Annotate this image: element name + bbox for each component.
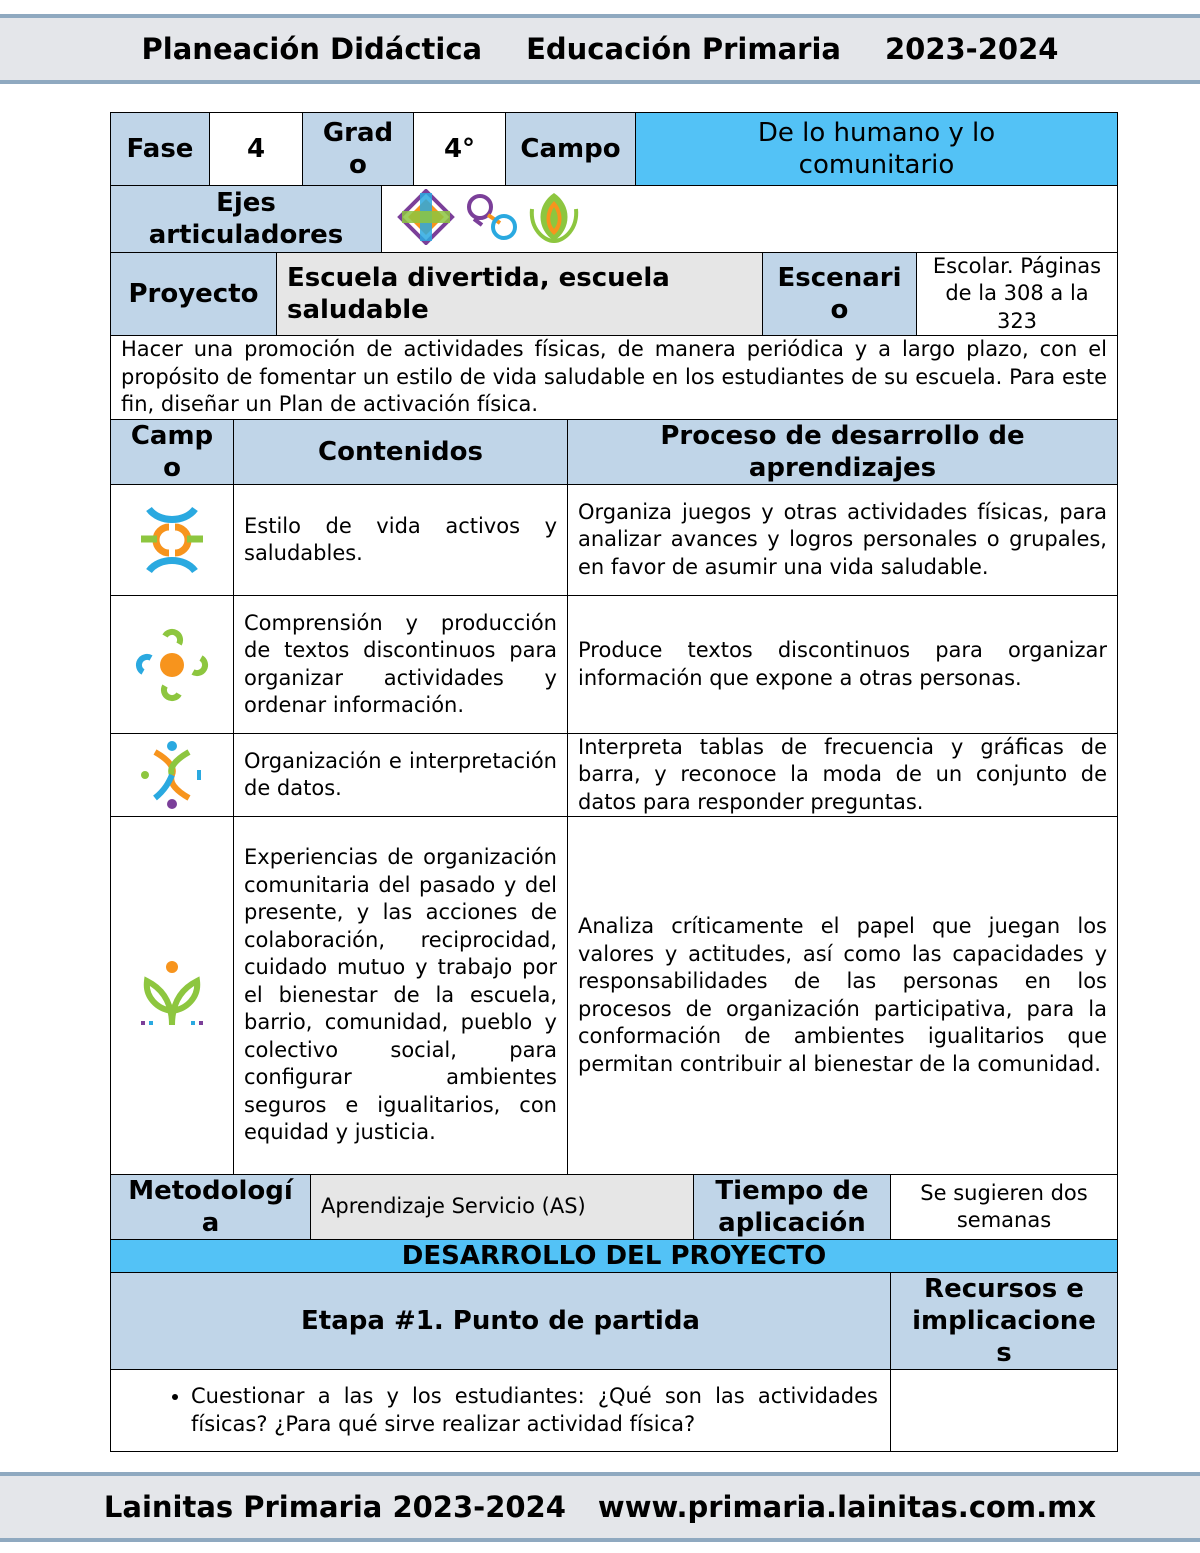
header-year: 2023-2024 [884, 32, 1059, 66]
contenido-text-3: Organización e interpretación de datos. [244, 748, 557, 800]
campo-cell-2 [110, 595, 234, 734]
ejes-label: Ejes articuladores [110, 185, 382, 253]
proceso-cell-1 [567, 484, 1118, 596]
humano-comunitario-icon [135, 959, 209, 1033]
contenido-cell-4 [233, 816, 568, 1175]
lenguajes-icon [135, 628, 209, 702]
tiempo-value: Se sugieren dos semanas [890, 1174, 1118, 1240]
campo-cell-1 [110, 484, 234, 596]
contenido-cell-1 [233, 484, 568, 596]
proyecto-value: Escuela divertida, escuela saludable [276, 252, 763, 336]
saberes-pensamiento-cientifico-icon [135, 503, 209, 577]
escenario-label: Escenari o [762, 252, 917, 336]
campo-label: Campo [505, 112, 636, 186]
desarrollo-title: DESARROLLO DEL PROYECTO [110, 1239, 1118, 1273]
proceso-text-3: Interpreta tablas de frecuencia y gráficas de barra, y reconoce la moda de un conjunto de datos para responder preguntas. [578, 734, 1107, 814]
campo-cell-4 [110, 816, 234, 1175]
campo-cell-3 [110, 733, 234, 817]
proceso-cell-3 [567, 733, 1118, 817]
recursos-cell [890, 1369, 1118, 1452]
project-description [110, 335, 1118, 420]
igualdad-genero-icon [462, 189, 522, 249]
contenido-text-2: Comprensión y producción de textos discontinuos para organizar actividades y ordenar información. [244, 610, 557, 717]
col-header-campo: Camp o [110, 419, 234, 485]
escenario-value: Escolar. Páginas de la 308 a la 323 [916, 252, 1118, 336]
campo-value: De lo humano y lo comunitario [635, 112, 1118, 186]
footer-brand: Lainitas Primaria 2023-2024 [103, 1490, 566, 1524]
metodologia-value: Aprendizaje Servicio (AS) [310, 1174, 694, 1240]
ejes-icons [381, 185, 1118, 253]
page-footer [0, 1472, 1200, 1542]
contenido-cell-3 [233, 733, 568, 817]
interculturalidad-icon [396, 189, 456, 249]
fase-label: Fase [110, 112, 210, 186]
header-level: Educación Primaria [526, 32, 841, 66]
contenido-cell-2 [233, 595, 568, 734]
etapa-item-1: • Cuestionar a las y los estudiantes: ¿Qué son las actividades físicas? ¿Para qué sirve realizar actividad física? [191, 1383, 878, 1438]
header-title: Planeación Didáctica [141, 32, 483, 66]
fase-value: 4 [209, 112, 303, 186]
grado-label: Grad o [302, 112, 414, 186]
col-header-contenidos: Contenidos [233, 419, 568, 485]
proceso-text-4: Analiza críticamente el papel que juegan los valores y actitudes, así como las capacidades y responsabilidades de las personas en los procesos de organización participativa, para la conformación de ambientes igualitarios que permitan contribuir al bienestar de la comunidad. [578, 914, 1107, 1076]
tiempo-label: Tiempo de aplicación [693, 1174, 891, 1240]
contenido-text-4: Experiencias de organización comunitaria del pasado y del presente, y las acciones de colaboración, reciprocidad, cuidado mutuo y trabajo por el bienestar de la escuela, barrio, comunidad, pueblo y colectivo social, para configurar ambientes seguros e igualitarios, con equidad y justicia. [244, 845, 557, 1145]
page-header [0, 14, 1200, 84]
etapa-items [110, 1369, 891, 1452]
footer-url: www.primaria.lainitas.com.mx [597, 1490, 1097, 1524]
contenido-text-1: Estilo de vida activos y saludables. [244, 513, 557, 565]
grado-value: 4° [413, 112, 506, 186]
project-description-text: Hacer una promoción de actividades físicas, de manera periódica y a largo plazo, con el propósito de fomentar un estilo de vida saludable en los estudiantes de su escuela. Para este fin, diseñar un Plan de activación física. [121, 337, 1107, 417]
proceso-cell-2 [567, 595, 1118, 734]
metodologia-label: Metodologí a [110, 1174, 311, 1240]
proceso-text-1: Organiza juegos y otras actividades físicas, para analizar avances y logros personales o grupales, en favor de asumir una vida saludable. [578, 499, 1107, 579]
recursos-label: Recursos e implicacione s [890, 1272, 1118, 1370]
vida-saludable-icon [526, 189, 582, 249]
saberes-datos-icon [135, 738, 209, 812]
etapa-title: Etapa #1. Punto de partida [110, 1272, 891, 1370]
proyecto-label: Proyecto [110, 252, 277, 336]
proceso-cell-4 [567, 816, 1118, 1175]
col-header-proceso: Proceso de desarrollo de aprendizajes [567, 419, 1118, 485]
proceso-text-2: Produce textos discontinuos para organizar información que expone a otras personas. [578, 638, 1107, 690]
